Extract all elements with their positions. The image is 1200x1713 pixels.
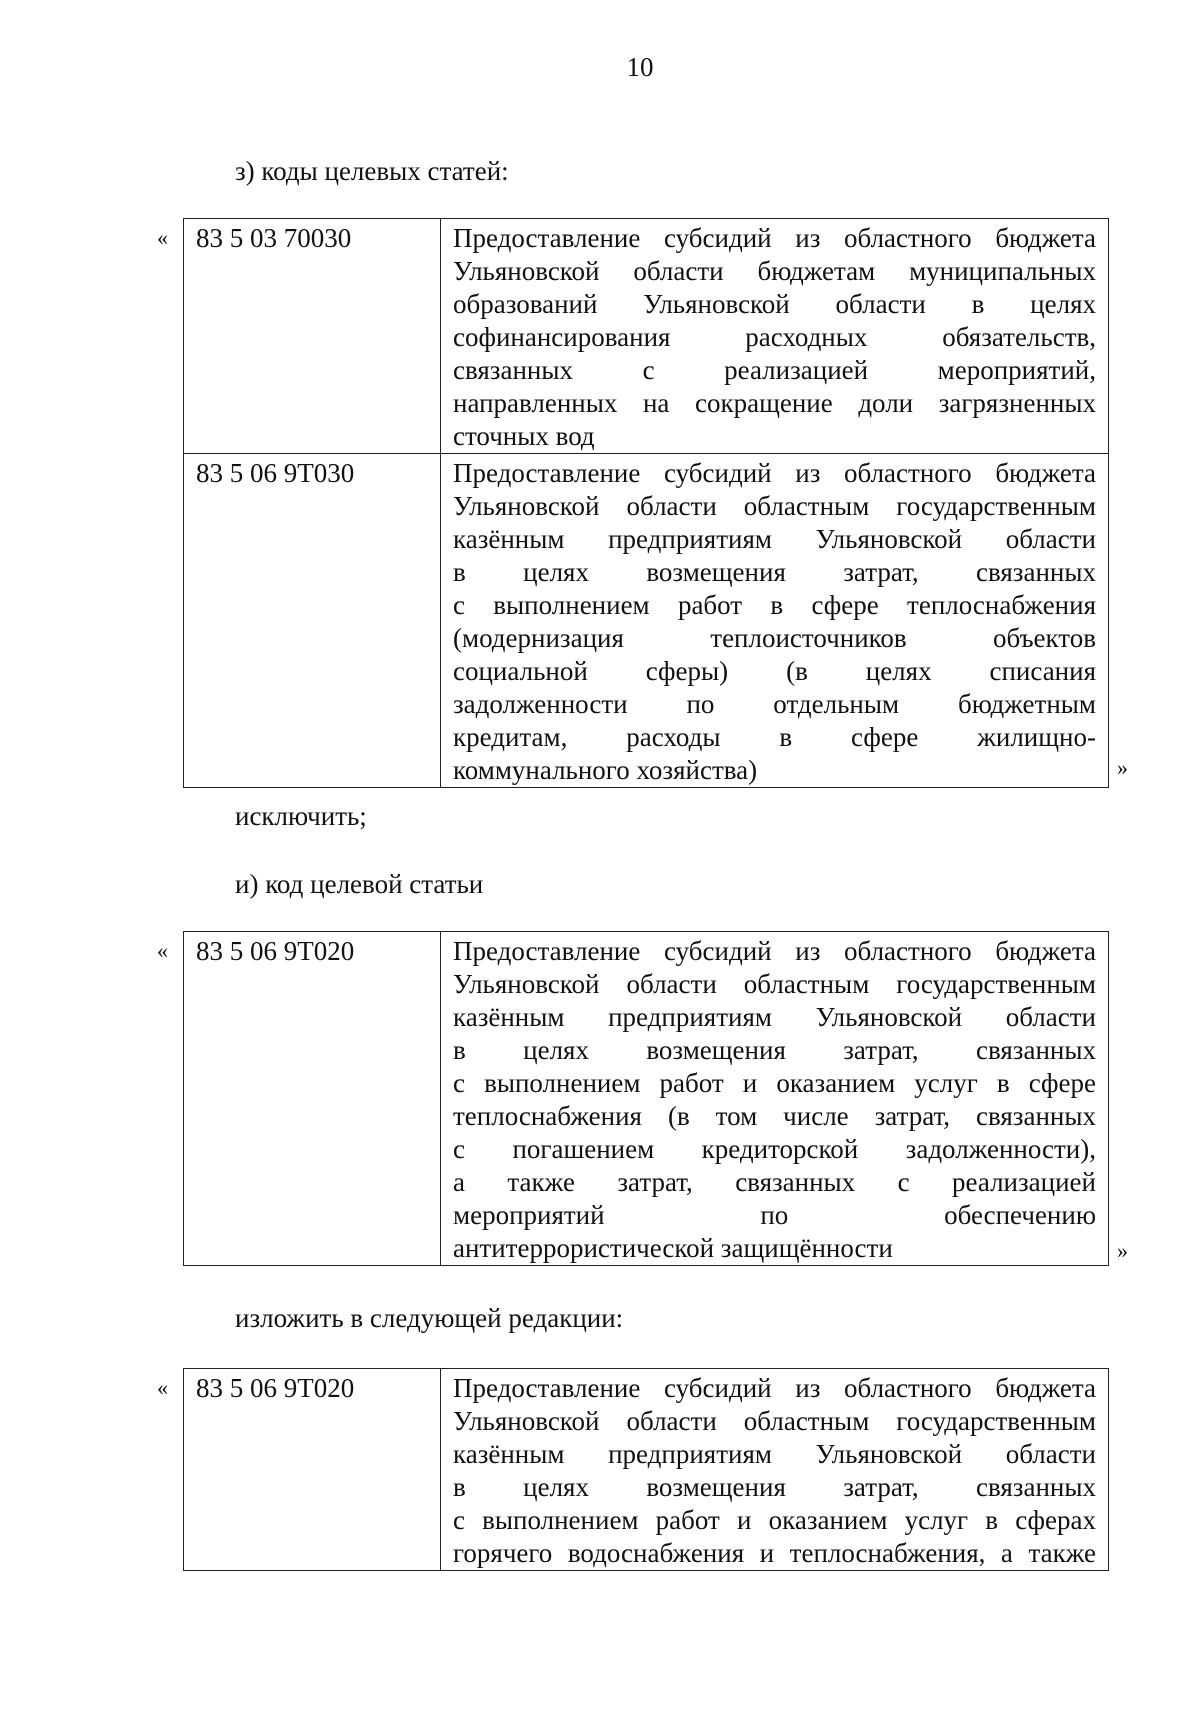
- codes-table-i: [183, 931, 1109, 1266]
- table-row: [184, 454, 1109, 788]
- quote-open-i: «: [157, 938, 168, 963]
- page-number: 10: [626, 52, 654, 82]
- quote-close-z: »: [1117, 755, 1128, 780]
- description-line: с выполнением работ и оказанием услуг в сфере: [453, 1068, 1096, 1098]
- description-line: с выполнением работ и оказанием услуг в сферах: [453, 1505, 1096, 1535]
- code-cell: 83 5 06 9Т020: [184, 932, 441, 1266]
- description-line: казённым предприятиям Ульяновской области: [453, 1002, 1096, 1032]
- description-line: социальной сферы) (в целях списания: [453, 656, 1096, 686]
- description-line: сточных вод: [453, 421, 595, 451]
- description-line: связанных с реализацией мероприятий,: [453, 355, 1096, 385]
- description-line: Предоставление субсидий из областного бюджета: [453, 223, 1096, 253]
- description-line: кредитам, расходы в сфере жилищно-: [453, 722, 1096, 752]
- description-line: Предоставление субсидий из областного бюджета: [453, 458, 1096, 488]
- description-line: Ульяновской области бюджетам муниципальных: [453, 256, 1096, 286]
- section-i-after-text: изложить в следующей редакции:: [235, 1303, 624, 1333]
- description-line: в целях возмещения затрат, связанных: [453, 1035, 1096, 1065]
- description-line: в целях возмещения затрат, связанных: [453, 557, 1096, 587]
- description-line: софинансирования расходных обязательств,: [453, 322, 1096, 352]
- description-line: (модернизация теплоисточников объектов: [453, 623, 1096, 653]
- description-line: с выполнением работ в сфере теплоснабжения: [453, 590, 1096, 620]
- description-line: Предоставление субсидий из областного бюджета: [453, 936, 1096, 966]
- code-cell: 83 5 06 9Т020: [184, 1369, 441, 1571]
- description-line: с погашением кредиторской задолженности),: [453, 1134, 1096, 1164]
- section-z-after-text: исключить;: [235, 801, 367, 831]
- codes-table-new: [183, 1368, 1109, 1571]
- quote-open-new: «: [157, 1375, 168, 1400]
- description-line: горячего водоснабжения и теплоснабжения, а также: [453, 1538, 1096, 1568]
- description-line: Ульяновской области областным государственным: [453, 969, 1096, 999]
- description-line: а также затрат, связанных с реализацией: [453, 1167, 1096, 1197]
- quote-open-z: «: [157, 225, 168, 250]
- quote-close-i: »: [1117, 1238, 1128, 1263]
- description-line: мероприятий по обеспечению: [453, 1200, 1096, 1230]
- description-line: направленных на сокращение доли загрязненных: [453, 388, 1096, 418]
- description-line: в целях возмещения затрат, связанных: [453, 1472, 1096, 1502]
- table-row: [184, 219, 1109, 454]
- description-line: казённым предприятиям Ульяновской области: [453, 1439, 1096, 1469]
- code-cell: 83 5 03 70030: [184, 219, 441, 454]
- description-cell: [441, 454, 1109, 788]
- description-line: задолженности по отдельным бюджетным: [453, 689, 1096, 719]
- section-i-heading: и) код целевой статьи: [235, 869, 484, 899]
- description-line: Предоставление субсидий из областного бюджета: [453, 1373, 1096, 1403]
- table-row: [184, 1369, 1109, 1571]
- codes-table-z: [183, 218, 1109, 788]
- description-line: Ульяновской области областным государственным: [453, 1406, 1096, 1436]
- description-cell: [441, 932, 1109, 1266]
- description-line: образований Ульяновской области в целях: [453, 289, 1096, 319]
- description-line: антитеррористической защищённости: [453, 1233, 893, 1263]
- description-line: коммунального хозяйства): [453, 755, 758, 785]
- description-line: теплоснабжения (в том числе затрат, связанных: [453, 1101, 1096, 1131]
- table-row: [184, 932, 1109, 1266]
- code-cell: 83 5 06 9Т030: [184, 454, 441, 788]
- description-cell: [441, 1369, 1109, 1571]
- description-line: Ульяновской области областным государственным: [453, 491, 1096, 521]
- description-cell: [441, 219, 1109, 454]
- section-z-heading: з) коды целевых статей:: [235, 156, 509, 186]
- description-line: казённым предприятиям Ульяновской области: [453, 524, 1096, 554]
